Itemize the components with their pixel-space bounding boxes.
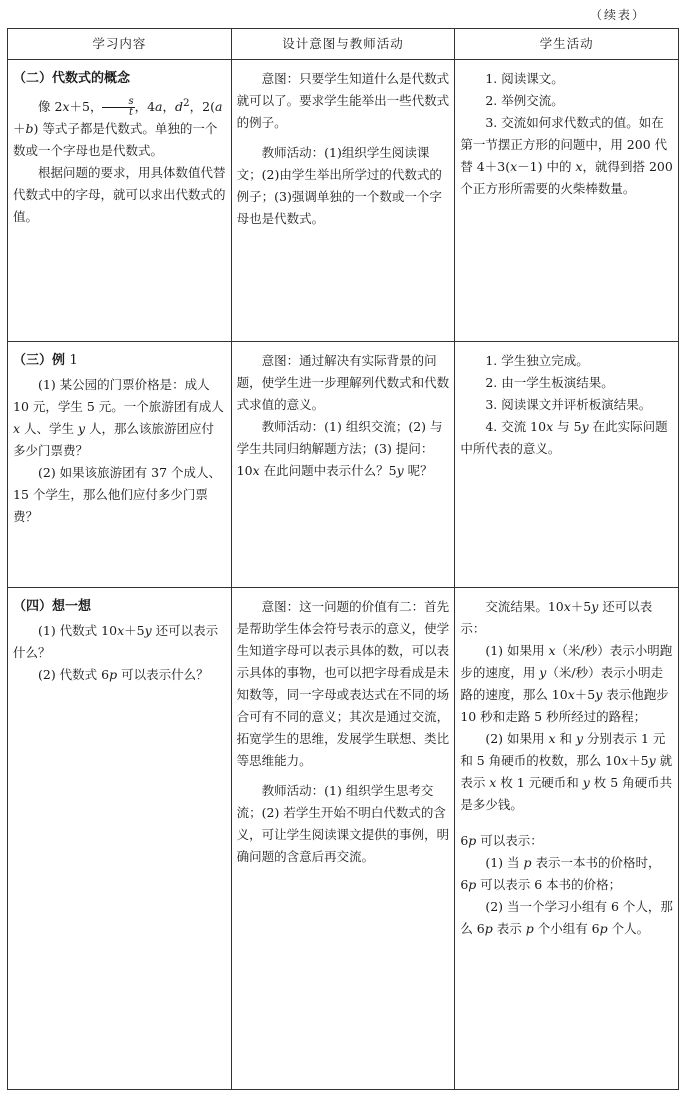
- table-row: [8, 342, 679, 588]
- paragraph: 意图：通过解决有实际背景的问题，使学生进一步理解列代数式和代数式求值的意义。: [236, 353, 450, 412]
- paragraph: 6p 可以表示：: [460, 833, 543, 848]
- list-item: 4. 交流 10x 与 5y 在此实际问题中所代表的意义。: [460, 419, 668, 456]
- paragraph: 教师活动：(1) 组织学生思考交流；(2) 若学生开始不明白代数式的含义，可让学生阅读课文提供的事例，明确问题的含意后再交流。: [236, 783, 450, 864]
- cell-intent-s3: [231, 342, 455, 588]
- question: (1) 某公园的门票价格是：成人 10 元，学生 5 元。一个旅游团有成人 x 人、学生 y 人，那么该旅游团应付多少门票费？: [13, 377, 224, 458]
- cell-intent-s2: [231, 60, 455, 342]
- fraction: $\frac{s}{t}$: [102, 97, 134, 118]
- paragraph: 像 2x＋5， $\frac{s}{t}$ ，4a，$d^2$，2(a＋b) 等式子都是代数式。单独的一个数或一个字母也是代数式。: [13, 96, 223, 159]
- list-item: 3. 交流如何求代数式的值。如在第一节摆正方形的问题中，用 200 代替 4＋3(x－1) 中的 x，就得到搭 200 个正方形所需要的火柴棒数量。: [460, 115, 673, 196]
- section-title: （二）代数式的概念: [13, 71, 131, 86]
- cell-student-s3: [455, 342, 679, 588]
- paragraph: 交流结果。10x＋5y 还可以表示：: [460, 599, 653, 636]
- list-item: 3. 阅读课文并评析板演结果。: [485, 397, 652, 412]
- paragraph: 根据问题的要求，用具体数值代替代数式中的字母，就可以求出代数式的值。: [13, 165, 226, 225]
- paragraph: (1) 如果用 x（米/秒）表示小明跑步的速度，用 y（米/秒）表示小明走路的速度，那么 10x＋5y 表示他跑步 10 秒和走路 5 秒所经过的路程；: [460, 643, 673, 724]
- paragraph: 教师活动：(1) 组织交流；(2) 与学生共同归纳解题方法；(3) 提问：10x 在此问题中表示什么？5y 呢？: [236, 419, 443, 478]
- cell-content-s2: [8, 60, 232, 342]
- section-title: （三）例 1: [13, 353, 78, 368]
- cell-content-s4: [8, 588, 232, 1090]
- continued-label: （续表）: [589, 8, 646, 22]
- table-row: [8, 60, 679, 342]
- paragraph: 教师活动：(1)组织学生阅读课文；(2)由学生举出所学过的代数式的例子；(3)强调单独的一个数或一个字母也是代数式。: [236, 145, 442, 226]
- header-design-intent: 设计意图与教师活动: [231, 29, 455, 60]
- paragraph: 意图：这一问题的价值有二：首先是帮助学生体会符号表示的意义，使学生知道字母可以表示具体的数，可以表示具体的事物，也可以把字母看成是未知数等，同一字母或表达式在不同的场合可有不同的意义；其次是通过交流，拓宽学生的思维，发展学生联想、类比等思维能力。: [236, 599, 450, 768]
- table-header-row: [8, 29, 679, 60]
- header-learning-content: 学习内容: [8, 29, 232, 60]
- paragraph: (2) 当一个学习小组有 6 个人，那么 6p 表示 p 个小组有 6p 个人。: [460, 899, 673, 936]
- list-item: 1. 学生独立完成。: [485, 353, 589, 368]
- paragraph: 意图：只要学生知道什么是代数式就可以了。要求学生能举出一些代数式的例子。: [236, 71, 450, 130]
- cell-student-s2: [455, 60, 679, 342]
- paragraph: (1) 当 p 表示一本书的价格时，6p 可以表示 6 本书的价格；: [460, 855, 661, 892]
- header-student-activity: 学生活动: [455, 29, 679, 60]
- cell-content-s3: [8, 342, 232, 588]
- cell-intent-s4: [231, 588, 455, 1090]
- question: (2) 如果该旅游团有 37 个成人、15 个学生，那么他们应付多少门票费？: [13, 465, 222, 524]
- lesson-plan-table: [7, 28, 679, 1090]
- paragraph: (2) 如果用 x 和 y 分别表示 1 元和 5 角硬币的枚数，那么 10x＋5y 就表示 x 枚 1 元硬币和 y 枚 5 角硬币共是多少钱。: [460, 731, 673, 812]
- question: (1) 代数式 10x＋5y 还可以表示什么？: [13, 623, 219, 660]
- list-item: 2. 由一学生板演结果。: [485, 375, 614, 390]
- list-item: 1. 阅读课文。: [485, 71, 564, 86]
- cell-student-s4: [455, 588, 679, 1090]
- section-title: （四）想一想: [13, 599, 92, 614]
- question: (2) 代数式 6p 可以表示什么？: [38, 667, 209, 682]
- table-row: [8, 588, 679, 1090]
- list-item: 2. 举例交流。: [485, 93, 564, 108]
